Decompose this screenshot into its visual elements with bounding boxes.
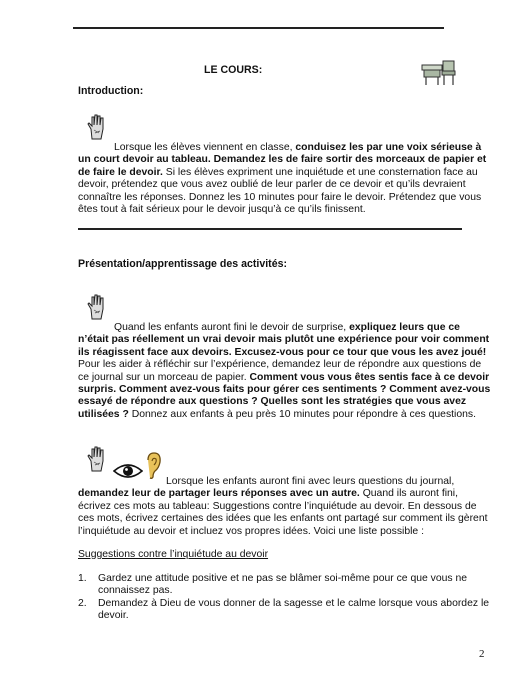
text-segment: Donnez aux enfants à peu près 10 minutes pour répondre à ces questions. xyxy=(128,408,476,420)
introduction-paragraph xyxy=(78,142,492,216)
suggestions-heading: Suggestions contre l’inquiétude au devoir xyxy=(78,549,269,560)
text-segment: Si les élèves expriment une inquiétude et une consternation face au devoir, prétendez que vous avez oublié de leur parler de ce devoir et qu’ils devraient connaître les réponses. Donnez les 10 minutes pour faire le devoir. Prétendez que vous êtes tout à fait sérieux pour le devoir jusqu’à ce qu’ils finissent. xyxy=(78,166,482,216)
sharing-paragraph xyxy=(78,476,492,538)
text-segment: Lorsque les enfants auront fini avec leurs questions du journal, xyxy=(166,476,455,487)
bold-text-segment: expliquez leurs que ce n’était pas réellement un vrai devoir mais plutôt une expérience pour voir comment ils réagissent face aux devoirs. Excusez-vous pour ce tour que vous les avez joué! xyxy=(78,322,490,358)
bold-text-segment: demandez leur de partager leurs réponses avec un autre. xyxy=(78,488,360,500)
desk-icon xyxy=(420,57,458,87)
top-rule xyxy=(73,27,444,29)
list-number: 1. xyxy=(78,573,87,584)
list-text: Demandez à Dieu de vous donner de la sagesse et le calme lorsque vous abordez le devoir. xyxy=(98,598,490,622)
bold-text-segment: Comment vous vous êtes sentis face à ce devoir surpris. Comment avez-vous faits pour gérer ces sentiments ? Comment avez-vous essayé de répondre aux questions ? Quelles sont les stratégies que vous avez utilisées ? xyxy=(78,371,491,420)
text-segment: Quand les enfants auront fini le devoir de surprise, xyxy=(114,322,350,333)
list-text: Gardez une attitude positive et ne pas se blâmer soi-même pour ce que vous ne connaissez pas. xyxy=(98,573,468,597)
list-number: 2. xyxy=(78,598,87,609)
hand-icon xyxy=(86,446,108,472)
presentation-heading: Présentation/apprentissage des activités: xyxy=(78,258,288,270)
text-segment: Lorsque les élèves viennent en classe, xyxy=(114,142,296,153)
hand-icon xyxy=(86,294,108,320)
introduction-heading: Introduction: xyxy=(78,85,144,97)
page-title: LE COURS: xyxy=(204,64,263,76)
presentation-paragraph xyxy=(78,322,492,421)
text-segment: Quand ils auront fini, écrivez ces mots au tableau: Suggestions contre l’inquiétude au devoir. En dessous de ces mots, écrivez certaines des idées que les enfants ont partagé sur comment ils gèrent l’inquiétude au devoir et incluez vos propres idées. Voici une liste possible : xyxy=(78,488,488,537)
bold-text-segment: conduisez les par une voix sérieuse à un court devoir au tableau. Demandez les de faire sortir des morceaux de papier et de faire le devoir. xyxy=(78,142,487,178)
section-rule xyxy=(78,228,462,230)
hand-icon xyxy=(86,114,108,140)
page-number: 2 xyxy=(479,648,485,660)
text-segment: Pour les aider à réfléchir sur l’expérience, demandez leur de répondre aux questions de ce journal sur un morceau de papier. xyxy=(78,359,482,383)
